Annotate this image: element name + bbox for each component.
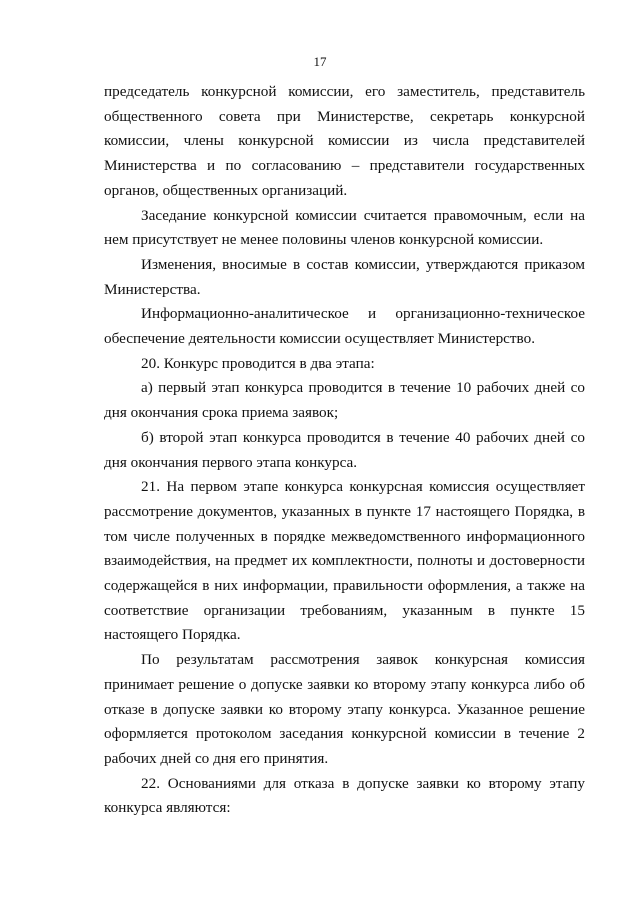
paragraph-commission-members: председатель конкурсной комиссии, его заместитель, представитель общественного совета при Министерстве, секретарь конкурсной комиссии, члены конкурсной комиссии из числа представителей Министерства и по согласованию – представители государственных органов, общественных организаций. — [104, 83, 585, 199]
paragraph-quorum: Заседание конкурсной комиссии считается правомочным, если на нем присутствует не менее половины членов конкурсной комиссии. — [104, 206, 585, 249]
paragraph-commission-support: Информационно-аналитическое и организационно-техническое обеспечение деятельности комиссии осуществляет Министерство. — [104, 305, 585, 348]
paragraph-item-20: 20. Конкурс проводится в два этапа: — [141, 354, 375, 372]
paragraph-item-20-b: б) второй этап конкурса проводится в течение 40 рабочих дней со дня окончания первого этапа конкурса. — [104, 428, 585, 471]
document-body — [104, 80, 585, 821]
paragraph-item-20-a: а) первый этап конкурса проводится в течение 10 рабочих дней со дня окончания срока приема заявок; — [104, 379, 585, 422]
paragraph-item-22: 22. Основаниями для отказа в допуске заявки ко второму этапу конкурса являются: — [104, 774, 585, 817]
paragraph-item-21: 21. На первом этапе конкурса конкурсная комиссия осуществляет рассмотрение документов, указанных в пункте 17 настоящего Порядка, в том числе полученных в порядке межведомственного информационного взаимодействия, на предмет их комплектности, полноты и достоверности содержащейся в них информации, правильности оформления, а также на соответствие организации требованиям, указанным в пункте 15 настоящего Порядка. — [104, 478, 585, 644]
paragraph-review-results: По результатам рассмотрения заявок конкурсная комиссия принимает решение о допуске заявки ко второму этапу конкурса либо об отказе в допуске заявки ко второму этапу конкурса. Указанное решение оформляется протоколом заседания конкурсной комиссии в течение 2 рабочих дней со дня его принятия. — [104, 651, 585, 767]
page-number: 17 — [313, 54, 327, 69]
paragraph-composition-changes: Изменения, вносимые в состав комиссии, утверждаются приказом Министерства. — [104, 255, 585, 298]
